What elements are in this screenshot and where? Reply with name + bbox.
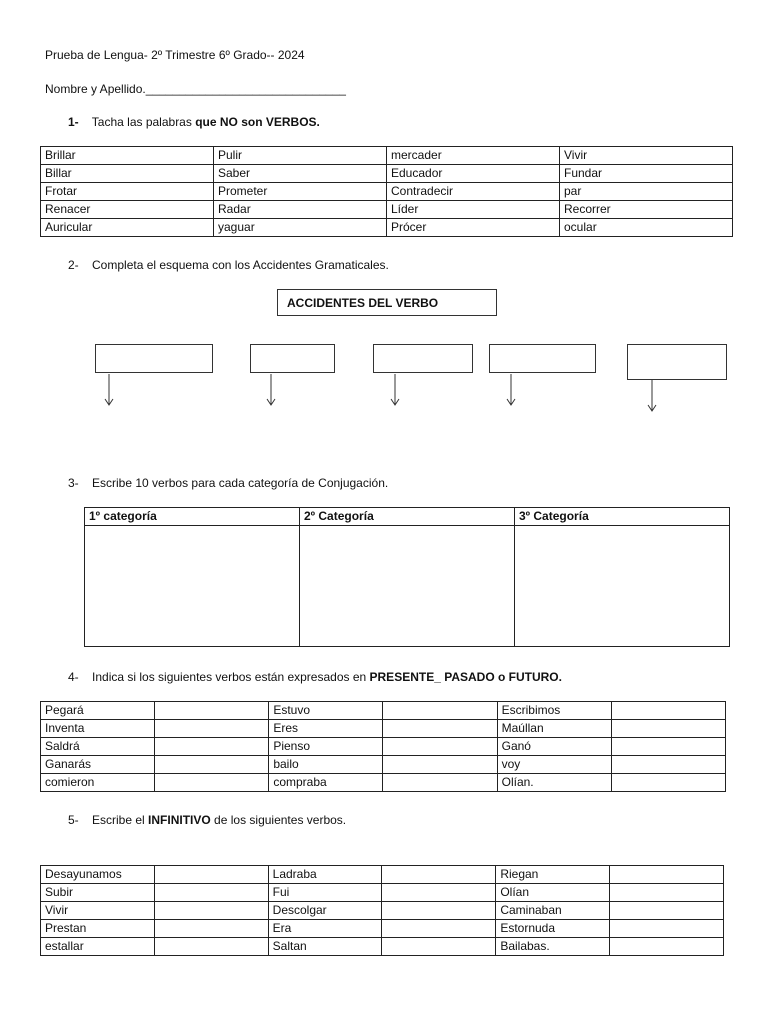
word-cell: Ganó <box>497 738 611 756</box>
arrow-icon-5 <box>648 380 656 411</box>
word-cell: Ganarás <box>41 756 155 774</box>
word-cell: Fundar <box>560 165 733 183</box>
question-3 <box>68 476 388 490</box>
question-2-number: 2- <box>68 258 79 272</box>
word-cell: compraba <box>269 774 383 792</box>
word-cell: Inventa <box>41 720 155 738</box>
question-4-bold: PRESENTE_ PASADO o FUTURO. <box>369 670 562 684</box>
word-cell: Pegará <box>41 702 155 720</box>
answer-cell[interactable] <box>382 902 496 920</box>
question-4-text: Indica si los siguientes verbos están expresados en <box>92 670 370 684</box>
word-cell: Saber <box>214 165 387 183</box>
word-cell: bailo <box>269 756 383 774</box>
tense-table <box>40 701 726 792</box>
answer-cell[interactable] <box>610 902 724 920</box>
name-line: Nombre y Apellido.______________________________ <box>45 82 346 96</box>
answer-cell[interactable] <box>154 920 268 938</box>
word-cell: Pienso <box>269 738 383 756</box>
word-cell: Prestan <box>41 920 155 938</box>
word-cell: voy <box>497 756 611 774</box>
answer-cell[interactable] <box>383 720 497 738</box>
word-cell: Educador <box>387 165 560 183</box>
word-cell: Riegan <box>496 866 610 884</box>
word-cell: Frotar <box>41 183 214 201</box>
question-4 <box>68 670 562 684</box>
category-2-answer[interactable] <box>300 526 515 647</box>
categories-table <box>84 507 730 647</box>
answer-cell[interactable] <box>610 866 724 884</box>
word-cell: Pulir <box>214 147 387 165</box>
question-5-text-post: de los siguientes verbos. <box>210 813 347 827</box>
word-cell: par <box>560 183 733 201</box>
answer-cell[interactable] <box>155 756 269 774</box>
answer-cell[interactable] <box>155 774 269 792</box>
table-row <box>41 756 726 774</box>
word-cell: Olían <box>496 884 610 902</box>
word-cell: Saltan <box>268 938 382 956</box>
answer-cell[interactable] <box>155 702 269 720</box>
question-4-number: 4- <box>68 670 79 684</box>
question-2-text: Completa el esquema con los Accidentes Gramaticales. <box>92 258 389 272</box>
arrow-icon-3 <box>391 374 399 405</box>
word-cell: Subir <box>41 884 155 902</box>
answer-cell[interactable] <box>610 920 724 938</box>
answer-cell[interactable] <box>154 884 268 902</box>
table-row <box>41 738 726 756</box>
table-row <box>41 702 726 720</box>
answer-cell[interactable] <box>155 720 269 738</box>
answer-cell[interactable] <box>383 774 497 792</box>
answer-cell[interactable] <box>383 702 497 720</box>
answer-cell[interactable] <box>154 938 268 956</box>
word-cell: Bailabas. <box>496 938 610 956</box>
word-cell: Saldrá <box>41 738 155 756</box>
word-cell: Fui <box>268 884 382 902</box>
answer-cell[interactable] <box>611 720 725 738</box>
word-cell: Eres <box>269 720 383 738</box>
question-5-text-pre: Escribe el <box>92 813 149 827</box>
answer-cell[interactable] <box>382 920 496 938</box>
word-cell: ocular <box>560 219 733 237</box>
category-header-3: 3º Categoría <box>515 508 730 526</box>
question-5-number: 5- <box>68 813 79 827</box>
word-cell: Líder <box>387 201 560 219</box>
question-1-text: Tacha las palabras <box>91 115 196 129</box>
word-cell: mercader <box>387 147 560 165</box>
word-cell: Renacer <box>41 201 214 219</box>
word-cell: Brillar <box>41 147 214 165</box>
answer-cell[interactable] <box>383 756 497 774</box>
word-cell: Auricular <box>41 219 214 237</box>
word-cell: Descolgar <box>268 902 382 920</box>
question-1-number: 1- <box>68 115 79 129</box>
word-cell: Ladraba <box>268 866 382 884</box>
category-header-1: 1º categoría <box>85 508 300 526</box>
word-cell: Desayunamos <box>41 866 155 884</box>
answer-cell[interactable] <box>154 866 268 884</box>
category-1-answer[interactable] <box>85 526 300 647</box>
question-3-number: 3- <box>68 476 79 490</box>
table-row <box>41 884 724 902</box>
accidentes-title-box: ACCIDENTES DEL VERBO <box>277 289 497 316</box>
word-cell: Estuvo <box>269 702 383 720</box>
answer-cell[interactable] <box>382 884 496 902</box>
word-cell: Contradecir <box>387 183 560 201</box>
answer-cell[interactable] <box>383 738 497 756</box>
word-cell: Billar <box>41 165 214 183</box>
word-cell: Vivir <box>560 147 733 165</box>
table-row <box>41 720 726 738</box>
answer-cell[interactable] <box>155 738 269 756</box>
infinitive-table <box>40 865 724 956</box>
question-5-bold: INFINITIVO <box>148 813 211 827</box>
category-3-answer[interactable] <box>515 526 730 647</box>
answer-cell[interactable] <box>382 938 496 956</box>
page-title: Prueba de Lengua- 2º Trimestre 6º Grado-- 2024 <box>45 48 305 62</box>
word-cell: Caminaban <box>496 902 610 920</box>
answer-cell[interactable] <box>610 938 724 956</box>
question-5 <box>68 813 346 827</box>
answer-cell[interactable] <box>611 756 725 774</box>
word-cell: Radar <box>214 201 387 219</box>
answer-cell[interactable] <box>382 866 496 884</box>
word-cell: yaguar <box>214 219 387 237</box>
word-cell: Era <box>268 920 382 938</box>
word-cell: Prócer <box>387 219 560 237</box>
arrow-icon-1 <box>105 374 113 405</box>
word-cell: Recorrer <box>560 201 733 219</box>
question-3-text: Escribe 10 verbos para cada categoría de Conjugación. <box>92 476 389 490</box>
answer-cell[interactable] <box>154 902 268 920</box>
word-cell: Estornuda <box>496 920 610 938</box>
word-cell: Escribimos <box>497 702 611 720</box>
table-row <box>41 774 726 792</box>
word-cell: Prometer <box>214 183 387 201</box>
word-cell: Maúllan <box>497 720 611 738</box>
answer-cell[interactable] <box>611 774 725 792</box>
table-row <box>41 866 724 884</box>
arrow-icon-2 <box>267 374 275 405</box>
word-cell: comieron <box>41 774 155 792</box>
answer-cell[interactable] <box>610 884 724 902</box>
word-cell: Olían. <box>497 774 611 792</box>
table-row <box>41 902 724 920</box>
answer-cell[interactable] <box>611 702 725 720</box>
arrow-icon-4 <box>507 374 515 405</box>
word-cell: estallar <box>41 938 155 956</box>
answer-cell[interactable] <box>611 738 725 756</box>
question-1-bold: que NO son VERBOS. <box>195 115 320 129</box>
table-row <box>41 920 724 938</box>
table-row <box>41 938 724 956</box>
word-cell: Vivir <box>41 902 155 920</box>
category-header-2: 2º Categoría <box>300 508 515 526</box>
